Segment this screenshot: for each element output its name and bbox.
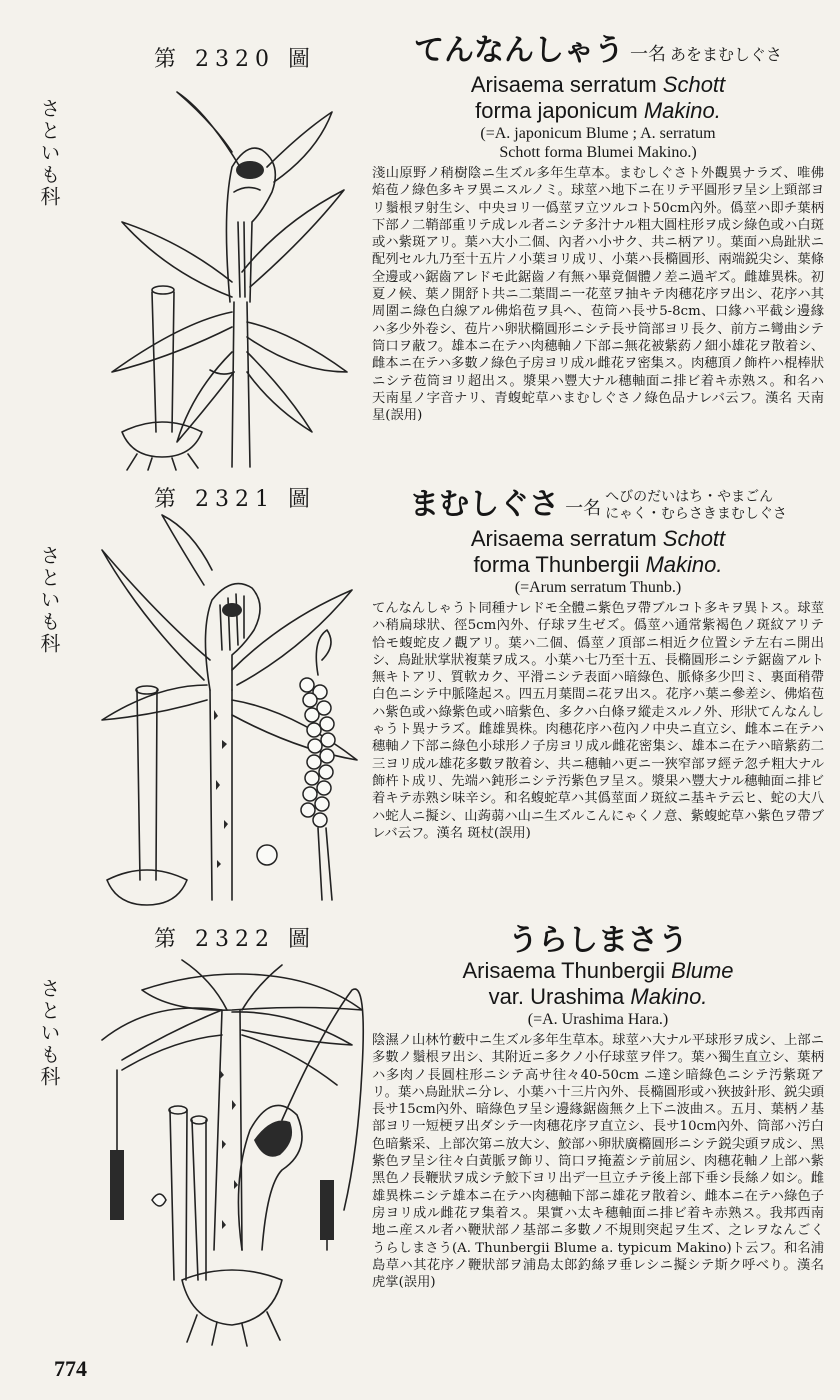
description: 陰濕ノ山林竹藪中ニ生ズル多年生草本。球莖ハ大ナル平球形ヲ成シ、上部ニ多數ノ鬚根ヲ出シ、其附近ニ多クノ小仔球莖ヲ伴フ。葉ハ獨生直立シ、葉柄ハ多肉ノ長圓柱形ニシテ高サ往々40-50cm ニ達シ暗綠色ニシテ汚紫斑アリ。葉ハ鳥趾狀ニ分レ、小葉ハ十三片內外、長橢圓形或ハ狹披針形、鋭尖頭長サ15cm內外、暗綠色ヲ呈シ邊緣鋸齒無ク上下ニ波曲ス。五月、葉柄ノ基部ヨリ一短梗ヲ出ダシテ一肉穗花序ヲ直立シ、長サ10cm內外、筒部ハ汚白色暗紫采、上部次第ニ放大シ、鮫部ハ卵狀廣橢圓形ニシテ鋭尖頭ヲ成シ、黑紫色ヲ呈シ往々白黃脈ヲ飾リ、筒口ヲ掩蓋シテ前屈シ、肉穗花軸ノ上部ハ紫黑色ノ長鞭狀ヲ成シテ鮫下ヨリ出デ一旦立チテ後上部下垂シ長絲ノ如シ。雌雄異株ニシテ雄本ニ在テハ肉穗軸下部ニ雄花ヲ散着シ、雌本ニ在テハ綠色子房ヨリ成ル雌花ヲ集着ス。果實ハ太キ穗軸面ニ排ビ着キ赤熟ス。我邦西南地ニ産スル者ハ鞭狀部ノ基部ニ多數ノ不規則突起ヲ生ズ、之レヲなんごくうらしまさう(A. Thunbergii Blume a. typicum Makino)ト云フ。和名浦島草ハ其花序ノ鞭狀部ヲ浦島太郎釣絲ヲ垂レシニ擬シテ斯ク呼べり。漢名 虎掌(誤用) [372, 1033, 824, 1291]
entry-text [372, 924, 824, 1291]
illustration-urashimasou [82, 950, 372, 1350]
synonym-line-1: (=A. Urashima Hara.) [527, 1011, 669, 1028]
scientific-name-line-1: Arisaema serratum Schott [470, 72, 726, 97]
alias-name: あをまむしぐさ [669, 45, 782, 64]
entry-text [372, 488, 824, 842]
family-label: さといも科 [37, 545, 61, 655]
japanese-name: まむしぐさ [409, 487, 560, 522]
scientific-name-line-1: Arisaema serratum Schott [470, 526, 726, 551]
scientific-name-line-2: var. Urashima Makino. [488, 984, 708, 1009]
scientific-name-line-2: forma Thunbergii Makino. [473, 552, 723, 577]
figure-label: 第 2321 圖 [154, 487, 316, 512]
figure-label: 第 2322 圖 [154, 927, 316, 952]
japanese-name: うらしまさう [508, 923, 688, 958]
synonym-line-2: Schott forma Blumei Makino.) [499, 144, 697, 161]
japanese-name-line [372, 488, 824, 526]
description: 淺山原野ノ稍樹陰ニ生ズル多年生草本。まむしぐさト外觀異ナラズ、唯佛焰苞ノ綠色多キヲ異ニスルノミ。球莖ハ地下ニ在リテ平圓形ヲ呈シ上頸部ヨリ鬚根ヲ射生シ、中央ヨリ一僞莖ヲ立ツルコト50cm內外。僞莖ハ即チ葉柄下部ノ二鞘部重リテ成レル者ニシテ多汁ナル粗大圓柱形ヲ成シ綠色或ハ白斑或ハ紫斑アリ。葉ハ大小二個、內者ハ小サク、共ニ柄アリ。葉面ハ鳥趾狀ニ配列セル九乃至十五片ノ小葉ヨリ成リ、小葉ハ長橢圓形、兩端鋭尖シ、葉條全邊或ハ鋸齒アレドモ此鋸齒ノ有無ハ畢竟個體ノ差ニ過ギズ。雌雄異株。初夏ノ候、葉ノ開舒ト共ニ二葉間ニ一花莖ヲ抽キテ肉穗花序ヲ出シ、花序ハ其周圍ニ綠色白線アル佛焰苞ヲ具ヘ、苞筒ハ長サ5-8cm、口緣ハ平截シ邊緣ハ多少外卷シ、苞片ハ卵狀橢圓形ニシテ長サ筒部ヨリ長ク、前方ニ彎曲シテ筒口ヲ蔽フ。雄本ニ在テハ肉穗軸ノ下部ニ無花被紫葯ノ細小雄花ヲ散着シ、雌本ニ在テハ多數ノ綠色子房ヨリ成ル雌花ヲ密集ス。肉穗頂ノ飾杵ハ棍棒狀ニシテ苞筒ヨリ超出ス。漿果ハ豐大ナル穗軸面ニ排ビ着キ赤熟ス。和名ハ天南星ノ字音ナリ、青蝮蛇草ハまむしぐさノ綠色品ナレバ云フ。漢名 天南星(誤用) [372, 166, 824, 424]
page-number: 774 [54, 1356, 87, 1381]
synonym-line-1: (=Arum serratum Thunb.) [514, 579, 682, 596]
entry-text [372, 34, 824, 424]
illustration-tennanshou [82, 72, 372, 472]
alias-label: 一名 [629, 44, 666, 65]
figure-label: 第 2320 圖 [154, 47, 316, 72]
alias-label: 一名 [565, 498, 602, 519]
synonym-line-1: (=A. japonicum Blume ; A. serratum [480, 125, 716, 142]
japanese-name: てんなんしゃう [413, 33, 624, 68]
family-label: さといも科 [37, 98, 61, 208]
description: てんなんしゃうト同種ナレドモ全體ニ紫色ヲ帶ブルコト多キヲ異トス。球莖ハ稍扁球狀、徑5cm內外、仔球ヲ生ゼズ。僞莖ハ通常紫褐色ノ斑紋アリテ恰モ蝮蛇皮ノ觀アリ。葉ハ二個、僞莖ノ頂部ニ相近ク位置シテ左右ニ開出シ、鳥趾狀掌狀複葉ヲ成ス。小葉ハ七乃至十五、長橢圓形ニシテ鋸齒アルト無キトアリ、質軟カク、平滑ニシテ表面ハ暗綠色、脈條多少凹ミ、裏面稍帶白色ニシテ中脈隆起ス。四五月葉間ニ花ヲ出ス。花序ハ葉ニ參差シ、佛焰苞ハ紫色或ハ綠紫色或ハ暗紫色、多クハ白條ヲ縱走スルノ外、形狀てんなんしゃうト異ナラズ。雌雄異株。肉穗花序ハ苞內ノ中央ニ直立シ、雌本ニ在テハ穗軸ノ下部ニ綠色小球形ノ子房ヨリ成ル雌花密集シ、雄本ニ在テハ暗紫葯二三ヨリ成ル雄花多數ヲ散着シ、共ニ穗軸ハ更ニ一狹窄部ヲ經テ忽チ粗大ナル飾杵ト成リ、先端ハ鈍形ニシテ汚紫色ヲ呈ス。漿果ハ豐大ナル穗軸面ニ排ビ着キテ赤熟シ味辛シ。和名蝮蛇草ハ其僞莖面ノ斑紋ニ基キテ云ヒ、蛇の大八ハ蛇人ニ擬シ、山蒟蒻ハ山ニ生ズルこんにゃくノ意、紫蝮蛇草ハ紫色ヲ帶ブレバ云フ。漢名 斑杖(誤用) [372, 601, 824, 841]
illustration-mamushigusa [82, 510, 372, 910]
japanese-name-line [372, 34, 824, 72]
family-label: さといも科 [37, 978, 61, 1088]
scientific-name-line-2: forma japonicum Makino. [475, 98, 721, 123]
scientific-name-line-1: Arisaema Thunbergii Blume [462, 958, 734, 983]
alias-names: へびのだいはち・やまごん にゃく・むらさきまむしぐさ [605, 489, 787, 522]
